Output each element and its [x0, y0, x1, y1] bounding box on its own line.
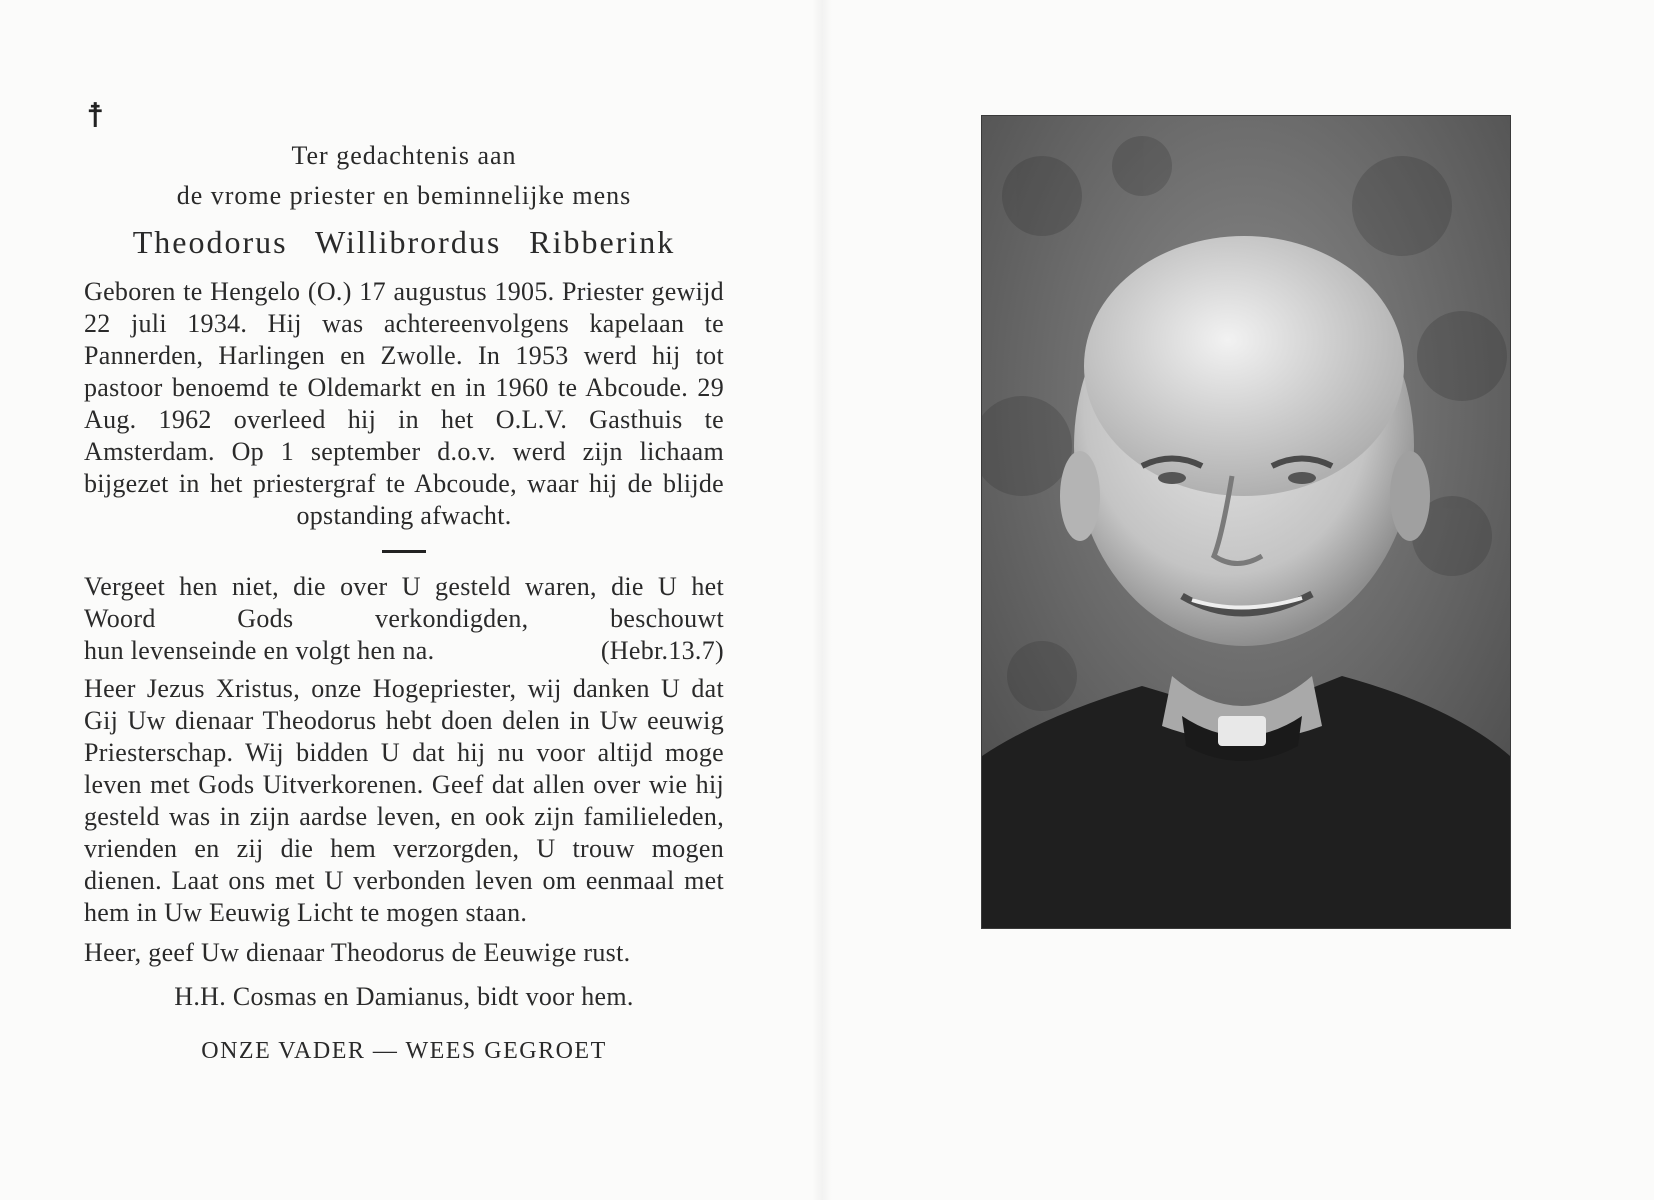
portrait-photo	[982, 116, 1510, 928]
quote-text: Vergeet hen niet, die over U gesteld waren, die U het Woord Gods verkondigden, beschouwt	[84, 572, 724, 633]
closing-prayers: ONZE VADER — WEES GEGROET	[201, 1038, 607, 1064]
quote-last-line	[84, 635, 724, 667]
intro-line-1: Ter gedachtenis aan	[291, 141, 517, 170]
divider	[382, 550, 426, 553]
rest-prayer: Heer, geef Uw dienaar Theodorus de Eeuwige rust.	[84, 938, 631, 967]
intro-line-2: de vrome priester en beminnelijke mens	[176, 181, 632, 210]
saints-invocation: H.H. Cosmas en Damianus, bidt voor hem.	[174, 982, 634, 1011]
deceased-name: Theodorus Willibrordus Ribberink	[132, 224, 676, 260]
card-fold	[812, 0, 832, 1200]
quote-citation: (Hebr.13.7)	[600, 636, 724, 665]
quote-last-text: hun levenseinde en volgt hen na.	[84, 636, 435, 665]
text-page	[84, 100, 724, 1067]
scripture-quote	[84, 571, 724, 667]
prayer-paragraph: Heer Jezus Xristus, onze Hogepriester, wij danken U dat Gij Uw dienaar Theodorus hebt doen delen in Uw eeuwig Priesterschap. Wij bidden U dat hij nu voor altijd moge leven met Gods Uitverkorenen. Geef dat allen over wie hij gesteld was in zijn aardse leven, en ook zijn familieleden, vrienden en zij die hem verzorgden, U trouw mogen dienen. Laat ons met U verbonden leven om eenmaal met hem in Uw Eeuwig Licht te mogen staan.	[84, 674, 724, 927]
biography-paragraph: Geboren te Hengelo (O.) 17 augustus 1905. Priester gewijd 22 juli 1934. Hij was achtereenvolgens kapelaan te Pannerden, Harlingen en Zwolle. In 1953 werd hij tot pastoor benoemd te Oldemarkt en in 1960 te Abcoude. 29 Aug. 1962 overleed hij in het O.L.V. Gasthuis te Amsterdam. Op 1 september d.o.v. werd zijn lichaam bijgezet in het priestergraf te Abcoude, waar hij de blijde opstanding afwacht.	[84, 277, 724, 530]
cross-icon: ☨	[86, 98, 105, 135]
